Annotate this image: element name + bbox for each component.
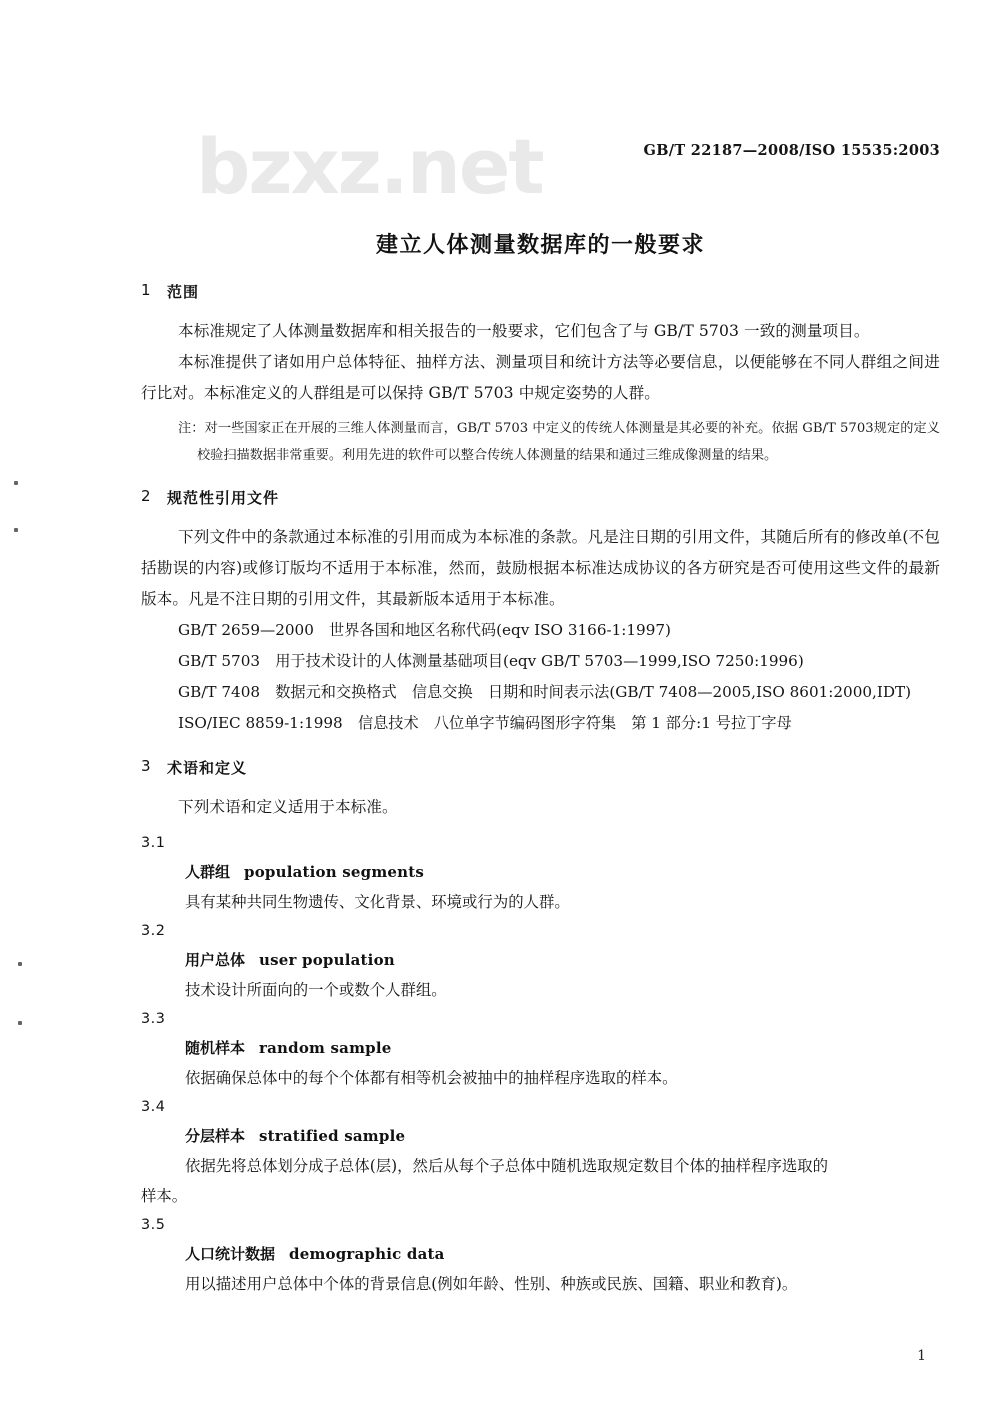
scan-speck-artifact xyxy=(18,1021,22,1025)
term-name-zh: 用户总体 xyxy=(185,951,246,969)
note-block: 注：对一些国家正在开展的三维人体测量而言，GB/T 5703 中定义的传统人体测量是其必要的补充。依据 GB/T 5703规定的定义校验扫描数据非常重要。利用先进的软件可以整合传统人体测量的结果和通过三维成像测量的结果。 xyxy=(178,421,940,463)
normative-reference-item: ISO/IEC 8859-1:1998 信息技术 八位单字节编码图形字符集 第 1 部分:1 号拉丁字母 xyxy=(178,714,792,732)
term-number: 3.2 xyxy=(141,923,166,939)
term-name-zh: 随机样本 xyxy=(185,1039,246,1057)
term-name-en: random sample xyxy=(259,1039,392,1057)
term-definition: 技术设计所面向的一个或数个人群组。 xyxy=(185,981,447,999)
scan-speck-artifact xyxy=(14,481,18,485)
clause-heading-3 xyxy=(141,757,940,778)
term-name-en: demographic data xyxy=(289,1245,445,1263)
normative-reference-item: GB/T 7408 数据元和交换格式 信息交换 日期和时间表示法(GB/T 7408—2005,ISO 8601:2000,IDT) xyxy=(178,683,912,701)
document-content xyxy=(141,0,940,1299)
term-name xyxy=(141,1239,940,1269)
term-name xyxy=(141,945,940,975)
term-name-en: stratified sample xyxy=(259,1127,406,1145)
term-name xyxy=(141,857,940,887)
term-definition xyxy=(141,1151,940,1211)
clause-heading-1 xyxy=(141,281,940,302)
clause-number: 1 xyxy=(141,281,151,299)
term-definition: 用以描述用户总体中个体的背景信息(例如年龄、性别、种族或民族、国籍、职业和教育)。 xyxy=(185,1275,798,1293)
normative-reference-item: GB/T 2659—2000 世界各国和地区名称代码(eqv ISO 3166-1:1997) xyxy=(178,621,671,639)
clause-title: 术语和定义 xyxy=(167,759,248,777)
term-name-zh: 分层样本 xyxy=(185,1127,246,1145)
scan-speck-artifact xyxy=(14,528,18,532)
watermark: bzxz.net xyxy=(196,122,543,211)
clause-heading-2 xyxy=(141,487,940,508)
term-name-zh: 人群组 xyxy=(185,863,231,881)
clause-title: 规范性引用文件 xyxy=(167,489,280,507)
term-definition-runover: 样本。 xyxy=(141,1187,188,1205)
term-name-zh: 人口统计数据 xyxy=(185,1245,276,1263)
document-header-standard-number: GB/T 22187—2008/ISO 15535:2003 xyxy=(643,142,940,159)
term-name xyxy=(141,1033,940,1063)
term-number: 3.4 xyxy=(141,1099,166,1115)
term-definition: 具有某种共同生物遗传、文化背景、环境或行为的人群。 xyxy=(185,893,570,911)
scan-speck-artifact xyxy=(18,962,22,966)
term-name-en: user population xyxy=(259,951,395,969)
term-name-en: population segments xyxy=(244,863,425,881)
paragraph: 本标准规定了人体测量数据库和相关报告的一般要求，它们包含了与 GB/T 5703 一致的测量项目。 xyxy=(178,322,870,340)
paragraph: 本标准提供了诸如用户总体特征、抽样方法、测量项目和统计方法等必要信息，以便能够在不同人群组之间进行比对。本标准定义的人群组是可以保持 GB/T 5703 中规定姿势的人群。 xyxy=(141,353,940,402)
clause-title: 范围 xyxy=(167,283,200,301)
term-definition: 依据确保总体中的每个个体都有相等机会被抽中的抽样程序选取的样本。 xyxy=(185,1069,678,1087)
term-definition-text: 依据先将总体划分成子总体(层)，然后从每个子总体中随机选取规定数目个体的抽样程序选取的 xyxy=(185,1157,829,1175)
paragraph: 下列术语和定义适用于本标准。 xyxy=(178,798,398,816)
page-title: 建立人体测量数据库的一般要求 xyxy=(375,233,705,258)
term-number: 3.1 xyxy=(141,835,166,851)
term-name xyxy=(141,1121,940,1151)
normative-reference-item: GB/T 5703 用于技术设计的人体测量基础项目(eqv GB/T 5703—1999,ISO 7250:1996) xyxy=(178,652,804,670)
clause-number: 3 xyxy=(141,757,151,775)
term-number: 3.3 xyxy=(141,1011,166,1027)
clause-number: 2 xyxy=(141,487,151,505)
page-number: 1 xyxy=(917,1348,926,1364)
paragraph: 下列文件中的条款通过本标准的引用而成为本标准的条款。凡是注日期的引用文件，其随后所有的修改单(不包括勘误的内容)或修订版均不适用于本标准，然而，鼓励根据本标准达成协议的各方研究是否可使用这些文件的最新版本。凡是不注日期的引用文件，其最新版本适用于本标准。 xyxy=(141,528,940,608)
term-number: 3.5 xyxy=(141,1217,166,1233)
